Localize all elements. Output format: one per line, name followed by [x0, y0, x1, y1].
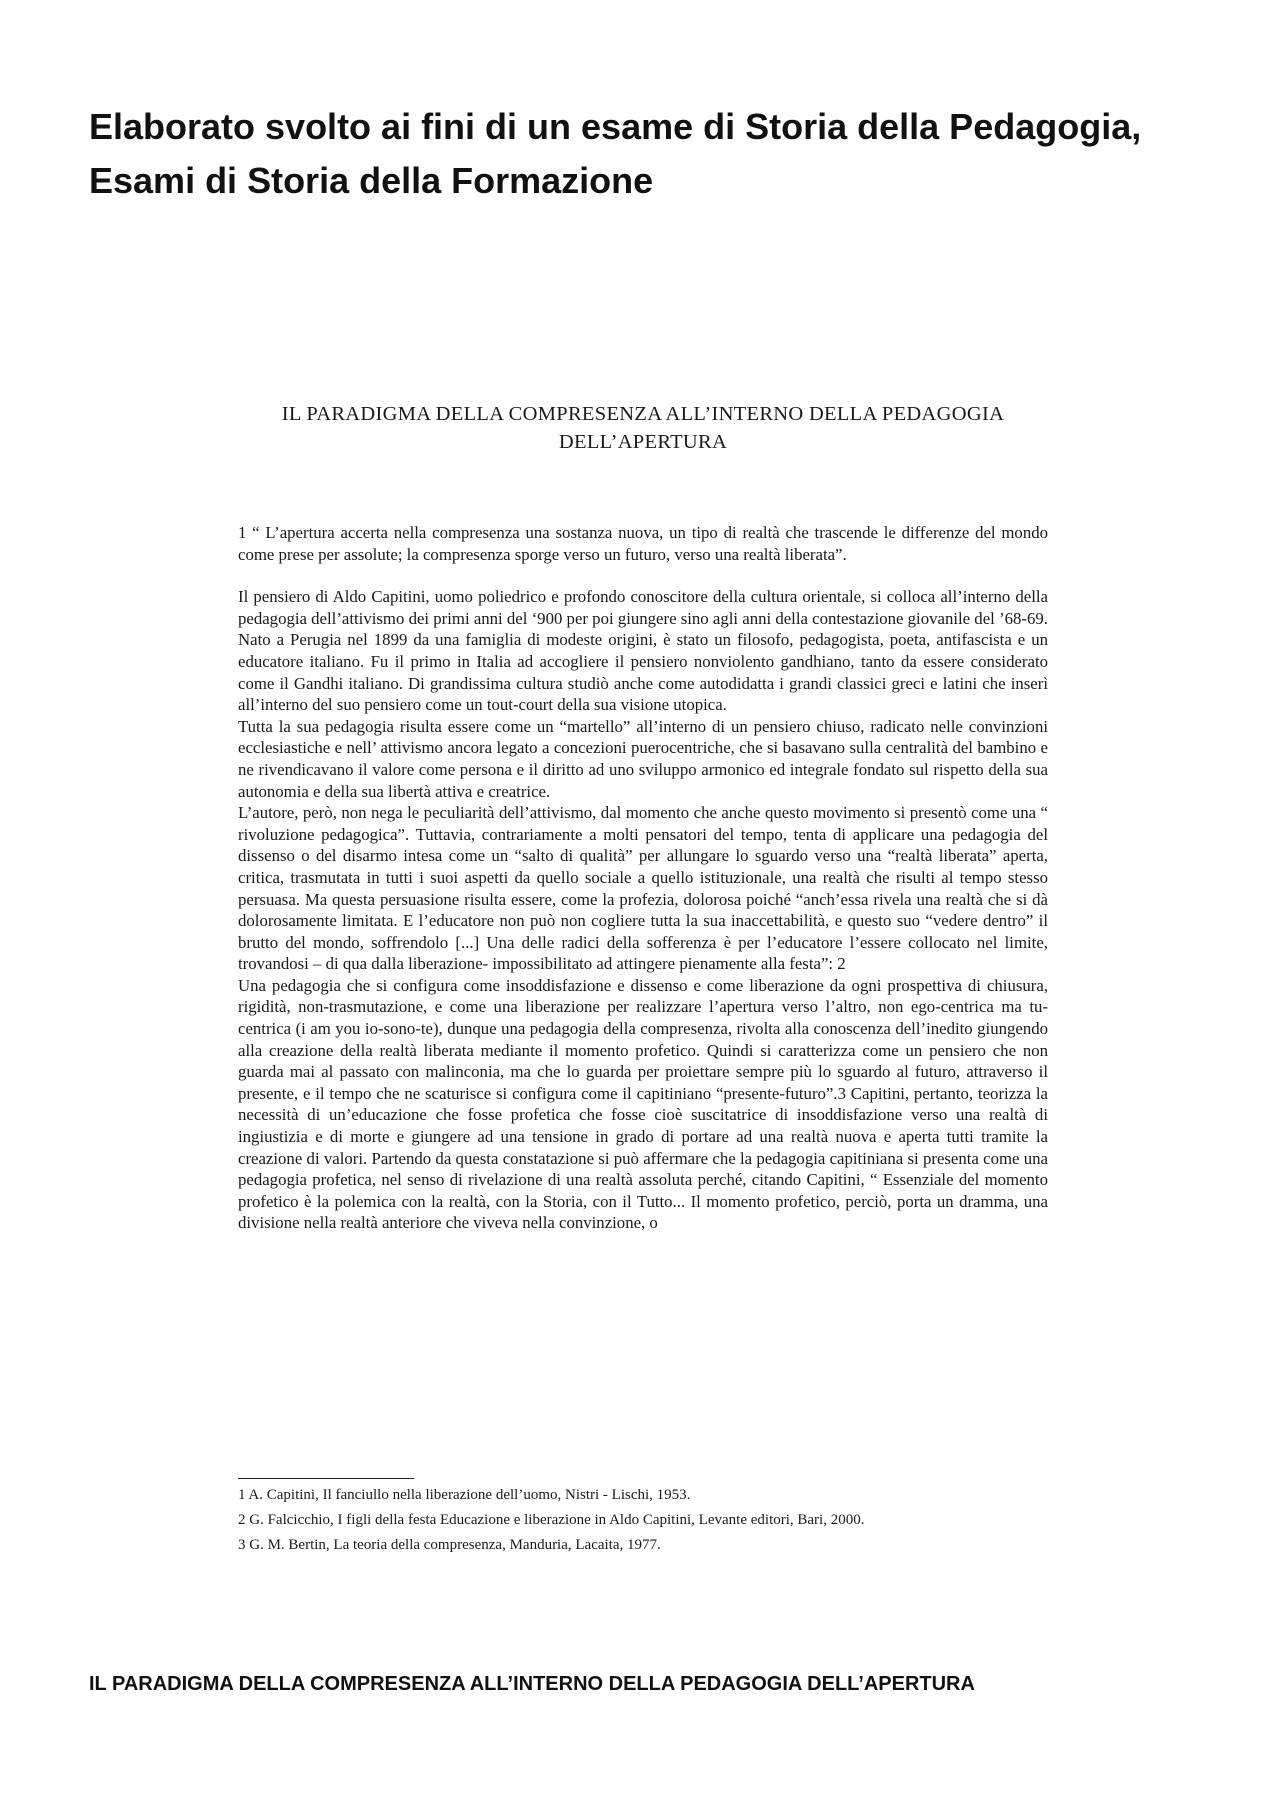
epigraph-quote: 1 “ L’apertura accerta nella compresenza una sostanza nuova, un tipo di realtà che trascende le differenze del mondo come prese per assolute; la compresenza sporge verso un futuro, verso una realtà liberata”. [238, 523, 1048, 564]
paragraph-biography: Nato a Perugia nel 1899 da una famiglia di modeste origini, è stato un filosofo, pedagogista, poeta, antifascista e un educatore italiano. Fu il primo in Italia ad accogliere il pensiero nonviolento gandhiano, tanto da essere considerato come il Gandhi italiano. Di grandissima cultura studiò anche come autodidatta i grandi classici greci e latini che inserì all’interno del suo pensiero come un tout-court della sua visione utopica. [238, 630, 1048, 715]
footer-title: IL PARADIGMA DELLA COMPRESENZA ALL’INTERNO DELLA PEDAGOGIA DELL’APERTURA [89, 1673, 975, 1695]
footnote-1: 1 A. Capitini, Il fanciullo nella liberazione dell’uomo, Nistri - Lischi, 1953. [238, 1487, 691, 1503]
footnote-3: 3 G. M. Bertin, La teoria della compresenza, Manduria, Lacaita, 1977. [238, 1537, 661, 1553]
document-title: IL PARADIGMA DELLA COMPRESENZA ALL’INTERNO DELLA PEDAGOGIA DELL’APERTURA [281, 403, 1005, 453]
paragraph-intro: Il pensiero di Aldo Capitini, uomo poliedrico e profondo conoscitore della cultura orientale, si colloca all’interno della pedagogia dell’attivismo dei primi anni del ‘900 per poi giungere sino agli anni della contestazione giovanile del ’68-69. [238, 587, 1048, 628]
footnote-divider [238, 1478, 414, 1479]
document-page [238, 400, 1048, 1234]
paragraph-dissent: L’autore, però, non nega le peculiarità dell’attivismo, dal momento che anche questo movimento si presentò come una “ rivoluzione pedagogica”. Tuttavia, contrariamente a molti pensatori del tempo, tenta di applicare una pedagogia del dissenso o del disarmo intesa come un “salto di qualità” per allungare lo sguardo verso una “realtà liberata” aperta, critica, trasmutata in tutti i suoi aspetti da quello sociale a quello istituzionale, una realtà che risulti al tempo stesso persuasa. Ma questa persuasione risulta essere, come la profezia, dolorosa poiché “anch’essa rivela una realtà che si dà dolorosamente limitata. E l’educatore non può non cogliere tutta la sua inaccettabilità, e questo suo “vedere dentro” il brutto del mondo, soffrendolo [...] Una delle radici della sofferenza è per l’educatore l’essere collocato nel limite, trovandosi – di qua dalla liberazione- impossibilitato ad attingere pienamente alla festa”: 2 [238, 803, 1048, 974]
paragraph-pedagogy: Tutta la sua pedagogia risulta essere come un “martello” all’interno di un pensiero chiuso, radicato nelle convinzioni ecclesiastiche e nell’ attivismo ancora legato a concezioni puerocentriche, che si basavano sulla centralità del bambino e ne rivendicavano il valore come persona e il diritto ad uno sviluppo armonico ed integrale fondato sul rispetto della sua autonomia e della sua libertà attiva e creatrice. [238, 716, 1048, 801]
footnotes [238, 1478, 1048, 1558]
page-title: Elaborato svolto ai fini di un esame di Storia della Pedagogia, Esami di Storia della Formazione [89, 106, 1142, 201]
footnote-2: 2 G. Falcicchio, I figli della festa Educazione e liberazione in Aldo Capitini, Levante editori, Bari, 2000. [238, 1512, 865, 1528]
paragraph-compresence: Una pedagogia che si configura come insoddisfazione e dissenso e come liberazione da ogni prospettiva di chiusura, rigidità, non-trasmutazione, e come una liberazione per realizzare l’apertura verso l’altro, non ego-centrica ma tu-centrica (i am you io-sono-te), dunque una pedagogia della compresenza, rivolta alla conoscenza dell’inedito giungendo alla creazione della realtà liberata mediante il momento profetico. Quindi si caratterizza come un pensiero che non guarda mai al passato con malinconia, ma che lo guarda per proiettare sempre più lo sguardo al futuro, attraverso il presente, e il tempo che ne scaturisce si configura come il capitiniano “presente-futuro”.3 Capitini, pertanto, teorizza la necessità di un’educazione che fosse profetica che fosse cioè suscitatrice di insoddisfazione verso una realtà di ingiustizia e di morte e giungere ad una tensione in grado di portare ad una realtà nuova e aperta tutti tramite la creazione di valori. Partendo da questa constatazione si può affermare che la pedagogia capitiniana si presenta come una pedagogia profetica, nel senso di rivelazione di una realtà assoluta perché, citando Capitini, “ Essenziale del momento profetico è la polemica con la realtà, con la Storia, con il Tutto... Il momento profetico, perciò, porta un dramma, una divisione nella realtà anteriore che viveva nella convinzione, o [238, 975, 1048, 1233]
